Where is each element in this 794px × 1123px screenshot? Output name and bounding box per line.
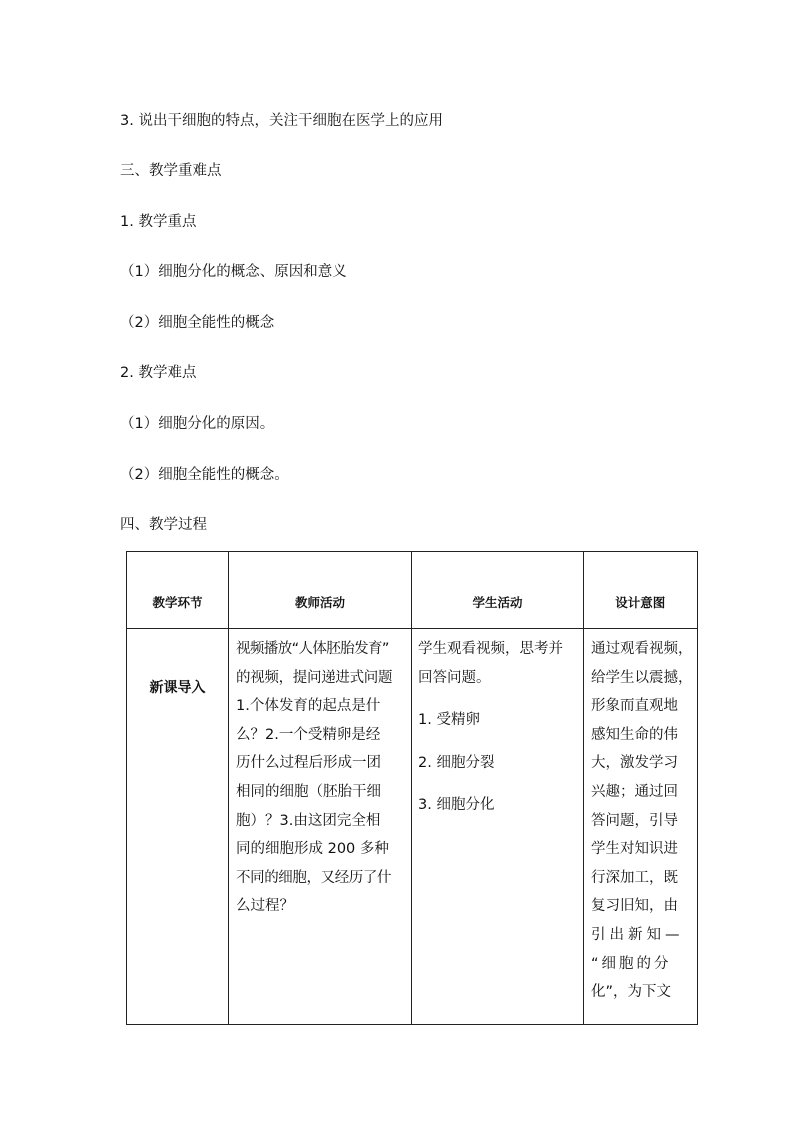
teacher-activity-cell: 视频播放“人体胚胎发育” 的视频，提问递进式问题 1.个体发育的起点是什 么？2.一个受精卵是经 历什么过程后形成一团 相同的细胞（胚胎干细 胞）？3.由这团完全相 同的细胞形成 200 多种 不同的细胞，又经历了什 么过程？ [229, 629, 412, 1025]
subheading-difficulty: 2. 教学难点 [120, 365, 197, 381]
teaching-process-table [126, 551, 698, 1025]
section-heading-key-points: 三、教学重难点 [120, 163, 222, 179]
objective-3: 3. 说出干细胞的特点，关注干细胞在医学上的应用 [120, 113, 443, 129]
header-stage: 教学环节 [127, 552, 229, 629]
stage-cell: 新课导入 [127, 629, 229, 1025]
difficulty-item-2: （2）细胞全能性的概念。 [120, 467, 289, 483]
header-teacher-activity: 教师活动 [229, 552, 412, 629]
table-header-row [127, 552, 698, 629]
design-intent-cell: 通过观看视频， 给学生以震撼， 形象而直观地 感知生命的伟 大，激发学习 兴趣；通过回 答问题，引导 学生对知识进 行深加工，既 复习旧知，由 引出新知— “细胞的分 化”，为下文 [584, 629, 698, 1025]
focus-item-1: （1）细胞分化的概念、原因和意义 [120, 264, 347, 280]
student-activity-cell: 学生观看视频，思考并 回答问题。 1. 受精卵 2. 细胞分裂 3. 细胞分化 [412, 629, 584, 1025]
header-design-intent: 设计意图 [584, 552, 698, 629]
section-heading-process: 四、教学过程 [120, 517, 207, 533]
subheading-focus: 1. 教学重点 [120, 214, 197, 230]
difficulty-item-1: （1）细胞分化的原因。 [120, 416, 275, 432]
focus-item-2: （2）细胞全能性的概念 [120, 315, 275, 331]
header-student-activity: 学生活动 [412, 552, 584, 629]
table-row [127, 629, 698, 1025]
